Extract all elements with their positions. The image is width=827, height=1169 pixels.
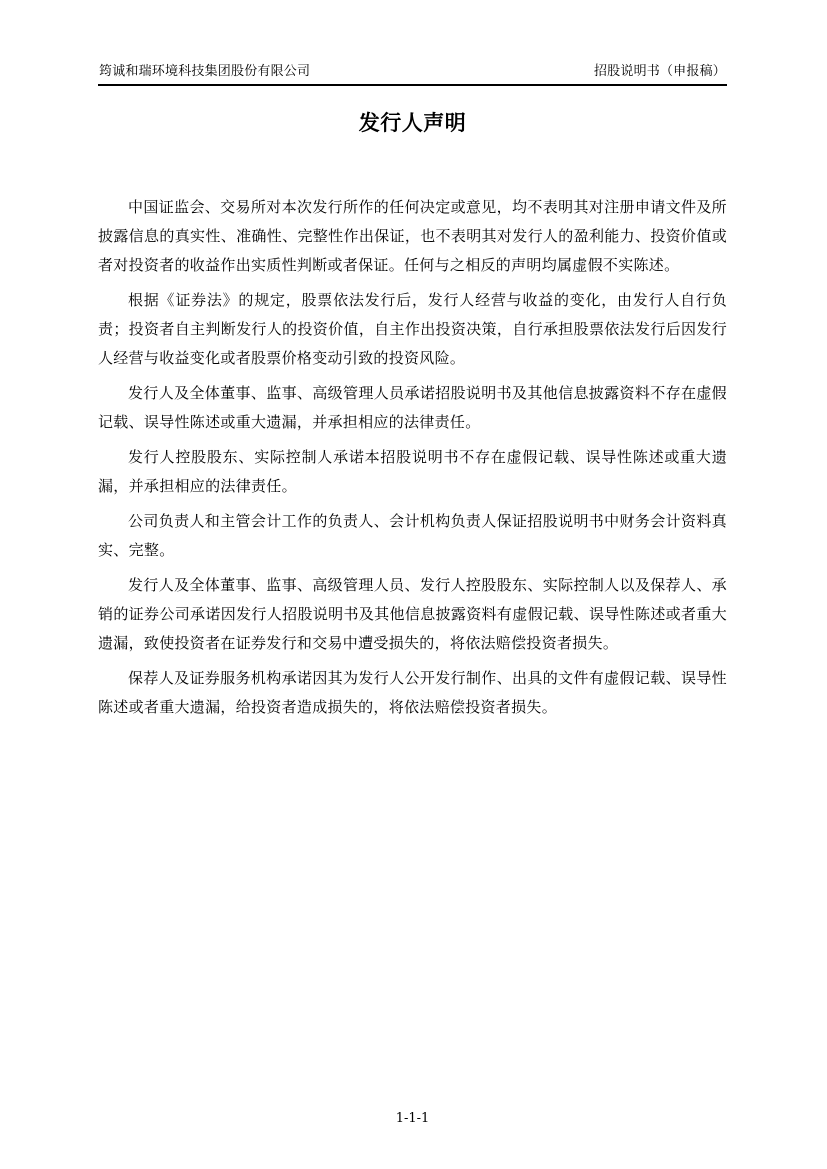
paragraph-compensation-commitment: 发行人及全体董事、监事、高级管理人员、发行人控股股东、实际控制人以及保荐人、承销的证券公司承诺因发行人招股说明书及其他信息披露资料有虚假记载、误导性陈述或者重大遗漏，致使投资者在证券发行和交易中遭受损失的，将依法赔偿投资者损失。: [98, 576, 727, 652]
page-title: 发行人声明: [358, 111, 467, 135]
paragraph-financial-assurance: 公司负责人和主管会计工作的负责人、会计机构负责人保证招股说明书中财务会计资料真实、完整。: [98, 512, 727, 559]
paragraph-directors-commitment: 发行人及全体董事、监事、高级管理人员承诺招股说明书及其他信息披露资料不存在虚假记载、误导性陈述或重大遗漏，并承担相应的法律责任。: [98, 384, 727, 431]
document-type: 招股说明书（申报稿）: [593, 64, 726, 79]
company-name: 筠诚和瑞环境科技集团股份有限公司: [99, 64, 311, 79]
paragraph-regulator-disclaimer: 中国证监会、交易所对本次发行所作的任何决定或意见，均不表明其对注册申请文件及所披露信息的真实性、准确性、完整性作出保证，也不表明其对发行人的盈利能力、投资价值或者对投资者的收益作出实质性判断或者保证。任何与之相反的声明均属虚假不实陈述。: [98, 198, 727, 274]
page-number: 1-1-1: [395, 1111, 430, 1126]
paragraph-sponsor-commitment: 保荐人及证券服务机构承诺因其为发行人公开发行制作、出具的文件有虚假记载、误导性陈述或者重大遗漏，给投资者造成损失的，将依法赔偿投资者损失。: [98, 669, 727, 716]
page-header: [98, 62, 727, 86]
paragraph-securities-law: 根据《证券法》的规定，股票依法发行后，发行人经营与收益的变化，由发行人自行负责；投资者自主判断发行人的投资价值，自主作出投资决策，自行承担股票依法发行后因发行人经营与收益变化或者股票价格变动引致的投资风险。: [98, 291, 727, 367]
paragraph-controller-commitment: 发行人控股股东、实际控制人承诺本招股说明书不存在虚假记载、误导性陈述或重大遗漏，并承担相应的法律责任。: [98, 448, 727, 495]
statement-body: [98, 193, 727, 728]
